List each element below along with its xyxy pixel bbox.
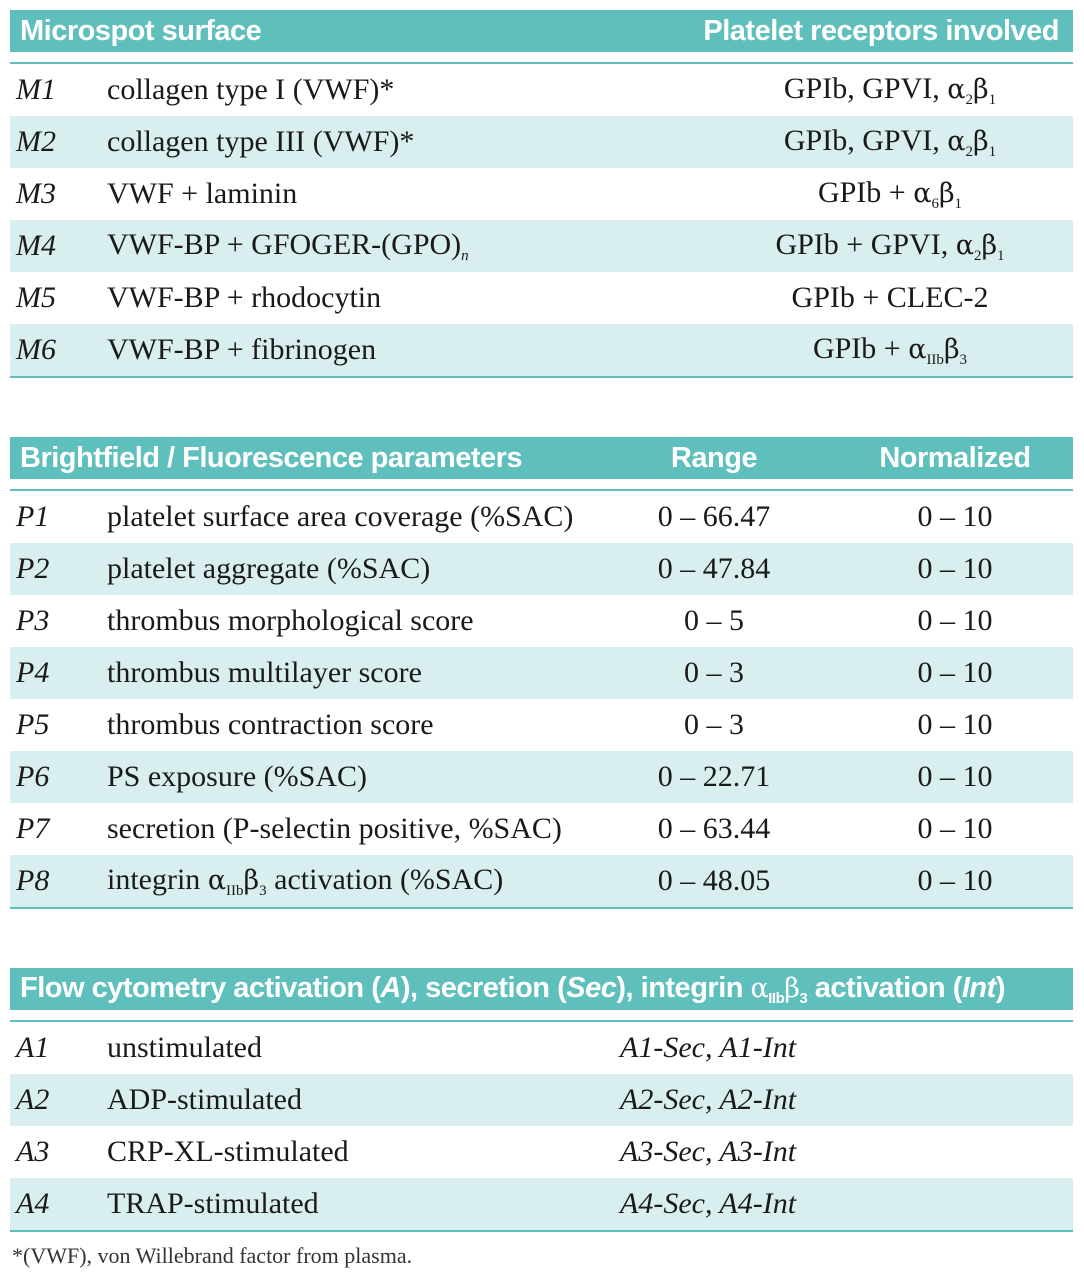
row-description: platelet aggregate (%SAC)	[107, 552, 431, 585]
row-code: M6	[16, 333, 56, 366]
row-range: 0 – 3	[684, 656, 744, 689]
row-receptors: GPIb, GPVI, $\alpha_2\beta_1$	[783, 71, 997, 108]
row-description: VWF-BP + GFOGER-$(GPO)_n$	[107, 227, 469, 264]
row-range: 0 – 47.84	[657, 552, 771, 585]
row-description: secretion (P-selectin positive, %SAC)	[107, 812, 562, 845]
row-description: thrombus multilayer score	[107, 656, 422, 689]
row-normalized: 0 – 10	[917, 604, 993, 637]
table-row	[10, 116, 1073, 168]
row-description: thrombus contraction score	[107, 708, 434, 741]
row-description: platelet surface area coverage (%SAC)	[107, 500, 574, 533]
row-code: P6	[16, 760, 50, 793]
row-code: P4	[16, 656, 50, 689]
row-code: P8	[16, 864, 50, 897]
row-abbreviations: A4-Sec, A4-Int	[620, 1187, 797, 1220]
row-code: A3	[16, 1135, 50, 1168]
row-description: collagen type I (VWF)*	[107, 73, 395, 106]
row-normalized: 0 – 10	[917, 656, 993, 689]
row-code: M5	[16, 281, 56, 314]
row-normalized: 0 – 10	[917, 812, 993, 845]
row-normalized: 0 – 10	[917, 500, 993, 533]
parameters-table-header	[10, 437, 1073, 479]
row-description: thrombus morphological score	[107, 604, 474, 637]
table-row	[10, 1178, 1073, 1232]
header-normalized: Normalized	[879, 441, 1031, 474]
row-code: M4	[16, 229, 56, 262]
row-code: M3	[16, 177, 56, 210]
table-row	[10, 491, 1073, 543]
row-code: P5	[16, 708, 50, 741]
row-code: M1	[16, 73, 56, 106]
table-row	[10, 1074, 1073, 1126]
row-description: integrin $\alpha_{IIb}\beta_3$ activation (%SAC)	[107, 862, 504, 899]
table-row	[10, 855, 1073, 909]
row-abbreviations: A3-Sec, A3-Int	[620, 1135, 797, 1168]
row-description: VWF-BP + rhodocytin	[107, 281, 382, 314]
row-code: P3	[16, 604, 50, 637]
row-receptors: GPIb + CLEC-2	[791, 281, 989, 314]
row-description: collagen type III (VWF)*	[107, 125, 415, 158]
table-row	[10, 168, 1073, 220]
microspot-table-header	[10, 10, 1073, 52]
row-abbreviations: A1-Sec, A1-Int	[620, 1031, 797, 1064]
table-row	[10, 751, 1073, 803]
row-code: P1	[16, 500, 50, 533]
microspot-table	[10, 10, 1073, 378]
row-normalized: 0 – 10	[917, 552, 993, 585]
row-receptors: GPIb + $\alpha_6\beta_1$	[817, 175, 963, 212]
table-row	[10, 699, 1073, 751]
row-normalized: 0 – 10	[917, 760, 993, 793]
row-range: 0 – 5	[684, 604, 744, 637]
row-description: VWF-BP + fibrinogen	[107, 333, 377, 366]
table-row	[10, 803, 1073, 855]
row-receptors: GPIb, GPVI, $\alpha_2\beta_1$	[783, 123, 997, 160]
row-range: 0 – 48.05	[657, 864, 771, 897]
row-code: A4	[16, 1187, 50, 1220]
row-range: 0 – 22.71	[657, 760, 771, 793]
row-description: unstimulated	[107, 1031, 262, 1064]
table-row	[10, 543, 1073, 595]
row-range: 0 – 66.47	[657, 500, 771, 533]
row-normalized: 0 – 10	[917, 708, 993, 741]
row-code: M2	[16, 125, 56, 158]
row-description: ADP-stimulated	[107, 1083, 302, 1116]
parameters-table	[10, 437, 1073, 909]
row-normalized: 0 – 10	[917, 864, 993, 897]
row-description: VWF + laminin	[107, 177, 298, 210]
row-description: CRP-XL-stimulated	[107, 1135, 349, 1168]
row-code: A1	[16, 1031, 50, 1064]
table-row	[10, 1022, 1073, 1074]
row-abbreviations: A2-Sec, A2-Int	[620, 1083, 797, 1116]
table-row	[10, 1126, 1073, 1178]
header-microspot-surface: Microspot surface	[20, 14, 262, 47]
row-receptors: GPIb + GPVI, $\alpha_2\beta_1$	[775, 227, 1005, 264]
flow-cytometry-table	[10, 968, 1073, 1232]
table-row	[10, 64, 1073, 116]
row-description: PS exposure (%SAC)	[107, 760, 367, 793]
header-parameters: Brightfield / Fluorescence parameters	[20, 441, 523, 474]
row-range: 0 – 63.44	[657, 812, 771, 845]
flow-cytometry-table-header	[10, 968, 1073, 1010]
header-flow-cytometry: Flow cytometry activation (A), secretion (Sec), integrin $\alpha_{IIb}\beta_3$ activation (Int)	[20, 971, 1005, 1007]
row-code: A2	[16, 1083, 50, 1116]
footnote: *(VWF), von Willebrand factor from plasma.	[12, 1243, 413, 1268]
row-code: P2	[16, 552, 50, 585]
row-code: P7	[16, 812, 50, 845]
row-description: TRAP-stimulated	[107, 1187, 319, 1220]
row-range: 0 – 3	[684, 708, 744, 741]
table-row	[10, 647, 1073, 699]
header-platelet-receptors: Platelet receptors involved	[703, 14, 1059, 47]
row-receptors: GPIb + $\alpha_{IIb}\beta_3$	[812, 331, 968, 368]
table-row	[10, 272, 1073, 324]
header-range: Range	[670, 441, 758, 474]
table-row	[10, 220, 1073, 272]
table-row	[10, 595, 1073, 647]
table-row	[10, 324, 1073, 378]
